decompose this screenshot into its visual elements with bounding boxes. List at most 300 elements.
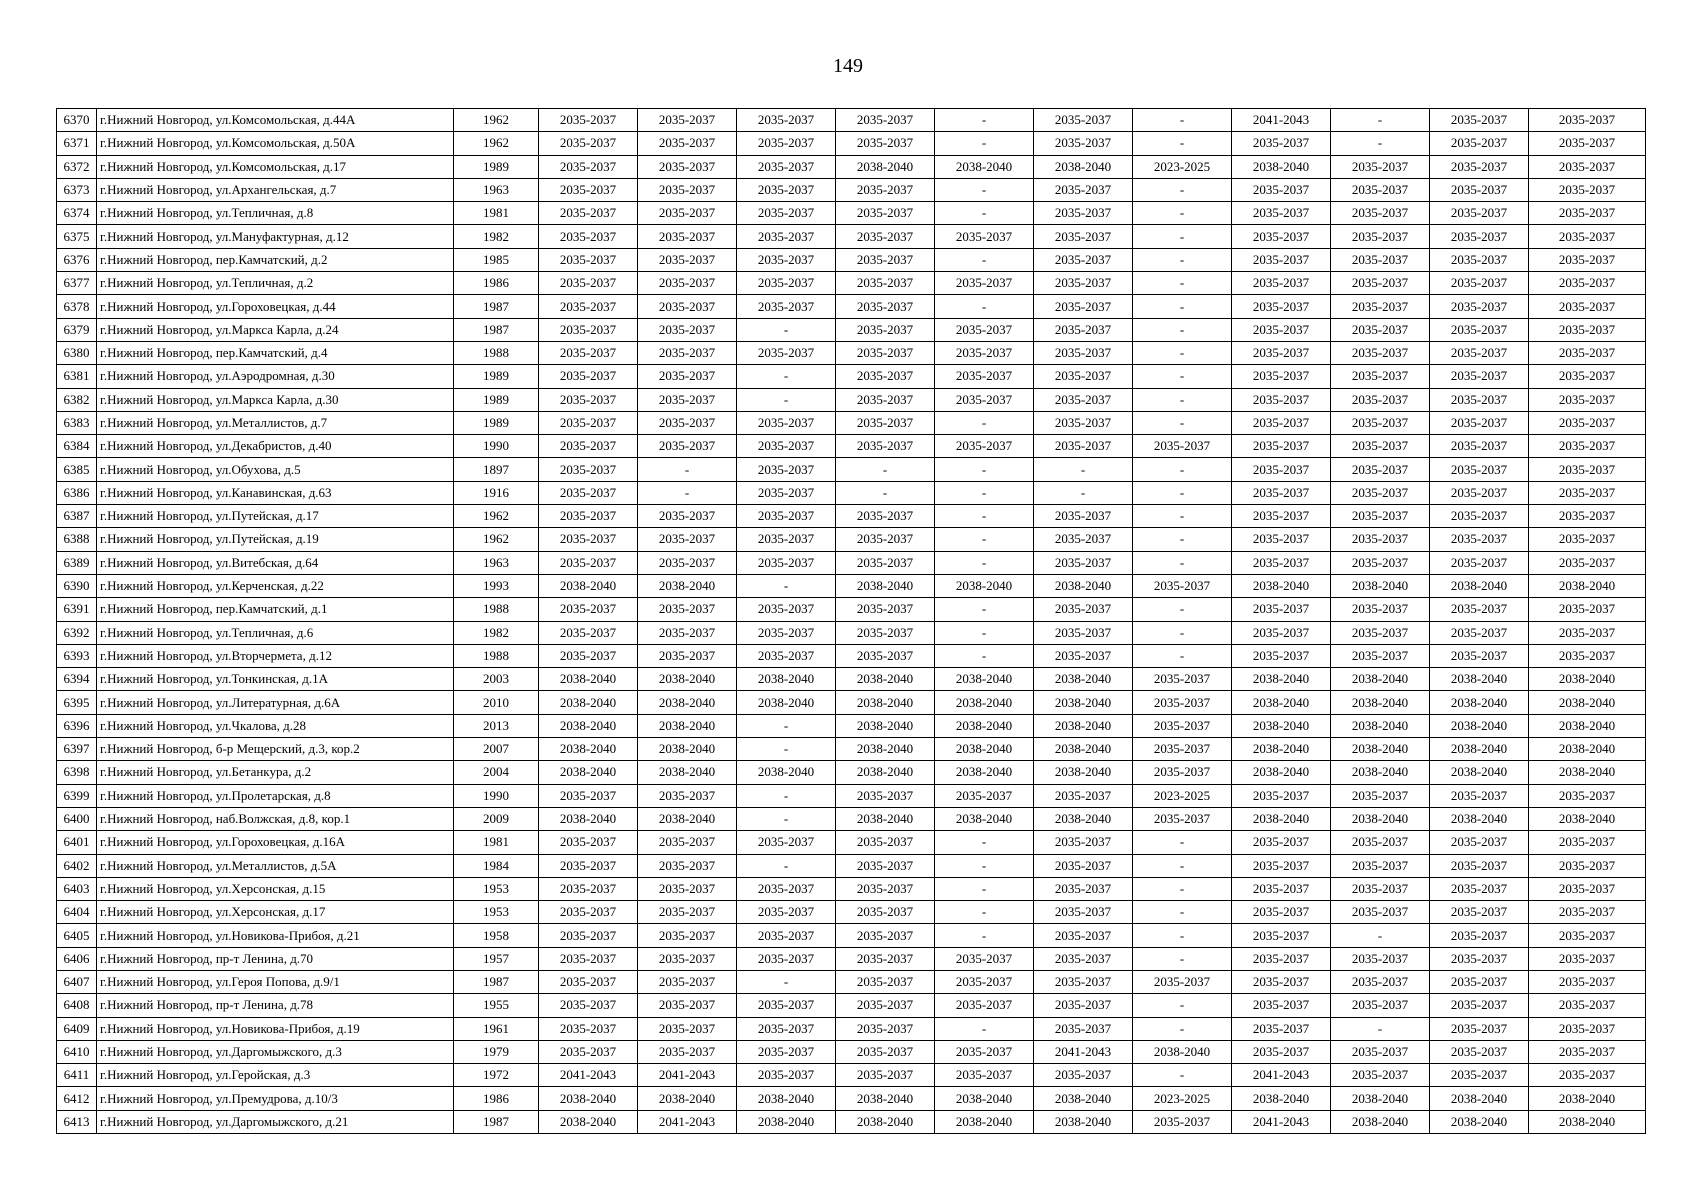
work-period-5-cell: - <box>935 1017 1034 1040</box>
address-cell: г.Нижний Новгород, б-р Мещерский, д.3, кор.2 <box>97 738 454 761</box>
work-period-10-cell: 2035-2037 <box>1430 924 1529 947</box>
row-number-cell: 6396 <box>57 714 97 737</box>
table-row <box>57 178 1646 201</box>
work-period-11-cell: 2035-2037 <box>1529 528 1646 551</box>
build-year-cell: 1972 <box>454 1064 539 1087</box>
work-period-10-cell: 2035-2037 <box>1430 411 1529 434</box>
work-period-10-cell: 2035-2037 <box>1430 365 1529 388</box>
work-period-3-cell: - <box>737 807 836 830</box>
work-period-4-cell: 2038-2040 <box>836 155 935 178</box>
work-period-8-cell: 2035-2037 <box>1232 924 1331 947</box>
build-year-cell: 1962 <box>454 109 539 132</box>
work-period-3-cell: 2035-2037 <box>737 1040 836 1063</box>
work-period-4-cell: 2035-2037 <box>836 341 935 364</box>
work-period-5-cell: 2035-2037 <box>935 1064 1034 1087</box>
work-period-8-cell: 2035-2037 <box>1232 435 1331 458</box>
work-period-1-cell: 2035-2037 <box>539 458 638 481</box>
work-period-8-cell: 2035-2037 <box>1232 528 1331 551</box>
work-period-10-cell: 2035-2037 <box>1430 901 1529 924</box>
row-number-cell: 6376 <box>57 248 97 271</box>
row-number-cell: 6405 <box>57 924 97 947</box>
work-period-7-cell: - <box>1133 528 1232 551</box>
row-number-cell: 6388 <box>57 528 97 551</box>
work-period-11-cell: 2035-2037 <box>1529 854 1646 877</box>
work-period-9-cell: 2035-2037 <box>1331 225 1430 248</box>
table-row <box>57 1017 1646 1040</box>
work-period-1-cell: 2035-2037 <box>539 970 638 993</box>
work-period-11-cell: 2038-2040 <box>1529 691 1646 714</box>
build-year-cell: 1962 <box>454 132 539 155</box>
address-cell: г.Нижний Новгород, ул.Обухова, д.5 <box>97 458 454 481</box>
address-cell: г.Нижний Новгород, пер.Камчатский, д.4 <box>97 341 454 364</box>
work-period-8-cell: 2038-2040 <box>1232 738 1331 761</box>
row-number-cell: 6373 <box>57 178 97 201</box>
work-period-8-cell: 2035-2037 <box>1232 947 1331 970</box>
address-cell: г.Нижний Новгород, ул.Даргомыжского, д.21 <box>97 1110 454 1133</box>
table-row <box>57 784 1646 807</box>
build-year-cell: 1897 <box>454 458 539 481</box>
table-row <box>57 970 1646 993</box>
work-period-6-cell: 2035-2037 <box>1034 1017 1133 1040</box>
table-row <box>57 1110 1646 1133</box>
work-period-10-cell: 2035-2037 <box>1430 225 1529 248</box>
work-period-6-cell: 2035-2037 <box>1034 341 1133 364</box>
work-period-4-cell: 2035-2037 <box>836 621 935 644</box>
address-cell: г.Нижний Новгород, ул.Архангельская, д.7 <box>97 178 454 201</box>
work-period-8-cell: 2035-2037 <box>1232 784 1331 807</box>
work-period-4-cell: 2035-2037 <box>836 505 935 528</box>
work-period-4-cell: 2035-2037 <box>836 178 935 201</box>
work-period-2-cell: 2035-2037 <box>638 225 737 248</box>
work-period-10-cell: 2035-2037 <box>1430 178 1529 201</box>
build-year-cell: 1989 <box>454 365 539 388</box>
address-cell: г.Нижний Новгород, ул.Витебская, д.64 <box>97 551 454 574</box>
work-period-10-cell: 2038-2040 <box>1430 738 1529 761</box>
work-period-7-cell: - <box>1133 994 1232 1017</box>
work-period-3-cell: 2038-2040 <box>737 691 836 714</box>
work-period-9-cell: 2035-2037 <box>1331 528 1430 551</box>
work-period-8-cell: 2035-2037 <box>1232 178 1331 201</box>
housing-schedule-table <box>56 108 1646 1134</box>
work-period-4-cell: 2035-2037 <box>836 132 935 155</box>
work-period-6-cell: 2035-2037 <box>1034 109 1133 132</box>
address-cell: г.Нижний Новгород, ул.Даргомыжского, д.3 <box>97 1040 454 1063</box>
work-period-5-cell: 2035-2037 <box>935 970 1034 993</box>
work-period-9-cell: 2035-2037 <box>1331 994 1430 1017</box>
work-period-1-cell: 2035-2037 <box>539 155 638 178</box>
work-period-10-cell: 2035-2037 <box>1430 831 1529 854</box>
row-number-cell: 6409 <box>57 1017 97 1040</box>
build-year-cell: 1979 <box>454 1040 539 1063</box>
table-row <box>57 761 1646 784</box>
work-period-5-cell: - <box>935 178 1034 201</box>
work-period-7-cell: 2035-2037 <box>1133 761 1232 784</box>
work-period-2-cell: 2038-2040 <box>638 668 737 691</box>
build-year-cell: 1988 <box>454 341 539 364</box>
work-period-11-cell: 2035-2037 <box>1529 388 1646 411</box>
work-period-9-cell: 2038-2040 <box>1331 691 1430 714</box>
work-period-3-cell: 2035-2037 <box>737 947 836 970</box>
work-period-11-cell: 2038-2040 <box>1529 807 1646 830</box>
work-period-7-cell: - <box>1133 947 1232 970</box>
work-period-1-cell: 2035-2037 <box>539 481 638 504</box>
work-period-1-cell: 2035-2037 <box>539 132 638 155</box>
work-period-11-cell: 2035-2037 <box>1529 435 1646 458</box>
work-period-11-cell: 2035-2037 <box>1529 1040 1646 1063</box>
work-period-4-cell: 2035-2037 <box>836 970 935 993</box>
build-year-cell: 2010 <box>454 691 539 714</box>
work-period-9-cell: 2038-2040 <box>1331 714 1430 737</box>
work-period-9-cell: 2035-2037 <box>1331 877 1430 900</box>
work-period-8-cell: 2035-2037 <box>1232 505 1331 528</box>
build-year-cell: 1957 <box>454 947 539 970</box>
work-period-2-cell: 2035-2037 <box>638 947 737 970</box>
work-period-6-cell: 2035-2037 <box>1034 411 1133 434</box>
work-period-6-cell: 2035-2037 <box>1034 551 1133 574</box>
work-period-5-cell: 2035-2037 <box>935 1040 1034 1063</box>
work-period-2-cell: 2035-2037 <box>638 854 737 877</box>
work-period-5-cell: - <box>935 551 1034 574</box>
work-period-2-cell: 2038-2040 <box>638 738 737 761</box>
work-period-7-cell: - <box>1133 202 1232 225</box>
work-period-3-cell: 2035-2037 <box>737 505 836 528</box>
build-year-cell: 1989 <box>454 155 539 178</box>
work-period-10-cell: 2035-2037 <box>1430 318 1529 341</box>
work-period-2-cell: 2035-2037 <box>638 155 737 178</box>
work-period-6-cell: 2038-2040 <box>1034 761 1133 784</box>
address-cell: г.Нижний Новгород, ул.Путейская, д.17 <box>97 505 454 528</box>
table-row <box>57 458 1646 481</box>
address-cell: г.Нижний Новгород, ул.Мануфактурная, д.12 <box>97 225 454 248</box>
work-period-7-cell: - <box>1133 505 1232 528</box>
work-period-2-cell: 2041-2043 <box>638 1110 737 1133</box>
work-period-1-cell: 2035-2037 <box>539 178 638 201</box>
work-period-4-cell: 2035-2037 <box>836 901 935 924</box>
work-period-5-cell: - <box>935 831 1034 854</box>
build-year-cell: 1962 <box>454 505 539 528</box>
work-period-7-cell: - <box>1133 877 1232 900</box>
work-period-7-cell: - <box>1133 854 1232 877</box>
work-period-11-cell: 2035-2037 <box>1529 784 1646 807</box>
work-period-7-cell: - <box>1133 248 1232 271</box>
work-period-11-cell: 2035-2037 <box>1529 318 1646 341</box>
work-period-7-cell: - <box>1133 901 1232 924</box>
work-period-9-cell: 2038-2040 <box>1331 807 1430 830</box>
row-number-cell: 6397 <box>57 738 97 761</box>
row-number-cell: 6386 <box>57 481 97 504</box>
row-number-cell: 6393 <box>57 644 97 667</box>
work-period-5-cell: - <box>935 295 1034 318</box>
work-period-11-cell: 2035-2037 <box>1529 970 1646 993</box>
work-period-2-cell: 2038-2040 <box>638 714 737 737</box>
work-period-4-cell: 2035-2037 <box>836 435 935 458</box>
row-number-cell: 6404 <box>57 901 97 924</box>
work-period-9-cell: 2035-2037 <box>1331 435 1430 458</box>
work-period-8-cell: 2038-2040 <box>1232 668 1331 691</box>
work-period-6-cell: 2038-2040 <box>1034 668 1133 691</box>
work-period-7-cell: 2035-2037 <box>1133 970 1232 993</box>
work-period-11-cell: 2035-2037 <box>1529 877 1646 900</box>
work-period-2-cell: 2041-2043 <box>638 1064 737 1087</box>
work-period-10-cell: 2035-2037 <box>1430 341 1529 364</box>
work-period-11-cell: 2035-2037 <box>1529 225 1646 248</box>
page-number: 149 <box>833 55 863 77</box>
address-cell: г.Нижний Новгород, ул.Новикова-Прибоя, д.19 <box>97 1017 454 1040</box>
work-period-1-cell: 2041-2043 <box>539 1064 638 1087</box>
work-period-1-cell: 2038-2040 <box>539 668 638 691</box>
address-cell: г.Нижний Новгород, ул.Металлистов, д.7 <box>97 411 454 434</box>
address-cell: г.Нижний Новгород, ул.Маркса Карла, д.30 <box>97 388 454 411</box>
work-period-7-cell: - <box>1133 132 1232 155</box>
work-period-3-cell: 2035-2037 <box>737 225 836 248</box>
work-period-8-cell: 2035-2037 <box>1232 388 1331 411</box>
build-year-cell: 2007 <box>454 738 539 761</box>
work-period-8-cell: 2041-2043 <box>1232 109 1331 132</box>
work-period-5-cell: - <box>935 901 1034 924</box>
row-number-cell: 6391 <box>57 598 97 621</box>
work-period-11-cell: 2035-2037 <box>1529 109 1646 132</box>
work-period-10-cell: 2035-2037 <box>1430 528 1529 551</box>
work-period-1-cell: 2035-2037 <box>539 994 638 1017</box>
work-period-5-cell: - <box>935 598 1034 621</box>
address-cell: г.Нижний Новгород, ул.Гороховецкая, д.44 <box>97 295 454 318</box>
work-period-8-cell: 2038-2040 <box>1232 807 1331 830</box>
work-period-6-cell: 2035-2037 <box>1034 784 1133 807</box>
row-number-cell: 6403 <box>57 877 97 900</box>
work-period-5-cell: 2035-2037 <box>935 388 1034 411</box>
work-period-7-cell: 2035-2037 <box>1133 435 1232 458</box>
work-period-5-cell: - <box>935 481 1034 504</box>
work-period-8-cell: 2038-2040 <box>1232 155 1331 178</box>
table-row <box>57 528 1646 551</box>
build-year-cell: 2003 <box>454 668 539 691</box>
work-period-5-cell: 2035-2037 <box>935 435 1034 458</box>
work-period-4-cell: 2035-2037 <box>836 295 935 318</box>
work-period-4-cell: 2035-2037 <box>836 598 935 621</box>
work-period-8-cell: 2035-2037 <box>1232 970 1331 993</box>
work-period-5-cell: 2035-2037 <box>935 272 1034 295</box>
work-period-10-cell: 2035-2037 <box>1430 295 1529 318</box>
work-period-2-cell: 2035-2037 <box>638 202 737 225</box>
work-period-8-cell: 2041-2043 <box>1232 1110 1331 1133</box>
work-period-3-cell: 2035-2037 <box>737 644 836 667</box>
work-period-10-cell: 2035-2037 <box>1430 621 1529 644</box>
work-period-7-cell: 2035-2037 <box>1133 807 1232 830</box>
work-period-4-cell: 2035-2037 <box>836 225 935 248</box>
work-period-4-cell: 2035-2037 <box>836 947 935 970</box>
work-period-5-cell: - <box>935 505 1034 528</box>
address-cell: г.Нижний Новгород, ул.Героя Попова, д.9/1 <box>97 970 454 993</box>
table-row <box>57 295 1646 318</box>
work-period-10-cell: 2035-2037 <box>1430 854 1529 877</box>
work-period-1-cell: 2035-2037 <box>539 505 638 528</box>
work-period-10-cell: 2035-2037 <box>1430 1064 1529 1087</box>
work-period-2-cell: - <box>638 481 737 504</box>
address-cell: г.Нижний Новгород, ул.Геройская, д.3 <box>97 1064 454 1087</box>
build-year-cell: 1961 <box>454 1017 539 1040</box>
work-period-5-cell: - <box>935 458 1034 481</box>
work-period-4-cell: - <box>836 481 935 504</box>
address-cell: г.Нижний Новгород, ул.Декабристов, д.40 <box>97 435 454 458</box>
work-period-1-cell: 2038-2040 <box>539 807 638 830</box>
build-year-cell: 1916 <box>454 481 539 504</box>
work-period-1-cell: 2035-2037 <box>539 831 638 854</box>
work-period-8-cell: 2035-2037 <box>1232 248 1331 271</box>
work-period-7-cell: - <box>1133 1017 1232 1040</box>
work-period-2-cell: 2035-2037 <box>638 365 737 388</box>
work-period-2-cell: 2038-2040 <box>638 807 737 830</box>
work-period-11-cell: 2035-2037 <box>1529 947 1646 970</box>
work-period-11-cell: 2035-2037 <box>1529 621 1646 644</box>
row-number-cell: 6394 <box>57 668 97 691</box>
work-period-10-cell: 2035-2037 <box>1430 644 1529 667</box>
table-row <box>57 1064 1646 1087</box>
work-period-1-cell: 2035-2037 <box>539 644 638 667</box>
work-period-9-cell: 2035-2037 <box>1331 481 1430 504</box>
work-period-3-cell: 2035-2037 <box>737 295 836 318</box>
work-period-7-cell: - <box>1133 411 1232 434</box>
work-period-1-cell: 2035-2037 <box>539 411 638 434</box>
address-cell: г.Нижний Новгород, ул.Пролетарская, д.8 <box>97 784 454 807</box>
work-period-5-cell: 2038-2040 <box>935 668 1034 691</box>
work-period-4-cell: 2035-2037 <box>836 924 935 947</box>
address-cell: г.Нижний Новгород, пр-т Ленина, д.70 <box>97 947 454 970</box>
row-number-cell: 6374 <box>57 202 97 225</box>
work-period-4-cell: 2035-2037 <box>836 994 935 1017</box>
work-period-4-cell: 2038-2040 <box>836 807 935 830</box>
build-year-cell: 1987 <box>454 295 539 318</box>
build-year-cell: 1958 <box>454 924 539 947</box>
work-period-10-cell: 2035-2037 <box>1430 248 1529 271</box>
work-period-1-cell: 2035-2037 <box>539 365 638 388</box>
work-period-4-cell: 2035-2037 <box>836 272 935 295</box>
work-period-6-cell: 2041-2043 <box>1034 1040 1133 1063</box>
work-period-3-cell: - <box>737 784 836 807</box>
work-period-2-cell: 2035-2037 <box>638 1017 737 1040</box>
work-period-3-cell: - <box>737 738 836 761</box>
work-period-1-cell: 2035-2037 <box>539 248 638 271</box>
work-period-7-cell: 2023-2025 <box>1133 155 1232 178</box>
work-period-10-cell: 2035-2037 <box>1430 784 1529 807</box>
address-cell: г.Нижний Новгород, ул.Комсомольская, д.17 <box>97 155 454 178</box>
work-period-8-cell: 2035-2037 <box>1232 318 1331 341</box>
work-period-10-cell: 2035-2037 <box>1430 1017 1529 1040</box>
work-period-10-cell: 2038-2040 <box>1430 1087 1529 1110</box>
work-period-9-cell: 2035-2037 <box>1331 272 1430 295</box>
work-period-8-cell: 2035-2037 <box>1232 994 1331 1017</box>
work-period-1-cell: 2035-2037 <box>539 295 638 318</box>
row-number-cell: 6406 <box>57 947 97 970</box>
work-period-3-cell: 2035-2037 <box>737 458 836 481</box>
work-period-3-cell: 2035-2037 <box>737 272 836 295</box>
work-period-5-cell: 2035-2037 <box>935 784 1034 807</box>
row-number-cell: 6387 <box>57 505 97 528</box>
work-period-9-cell: 2035-2037 <box>1331 621 1430 644</box>
work-period-8-cell: 2035-2037 <box>1232 458 1331 481</box>
work-period-11-cell: 2035-2037 <box>1529 155 1646 178</box>
work-period-5-cell: - <box>935 411 1034 434</box>
work-period-1-cell: 2035-2037 <box>539 1040 638 1063</box>
work-period-9-cell: 2035-2037 <box>1331 854 1430 877</box>
work-period-3-cell: 2038-2040 <box>737 761 836 784</box>
work-period-11-cell: 2038-2040 <box>1529 574 1646 597</box>
work-period-1-cell: 2035-2037 <box>539 202 638 225</box>
work-period-10-cell: 2035-2037 <box>1430 505 1529 528</box>
work-period-3-cell: 2038-2040 <box>737 1110 836 1133</box>
work-period-2-cell: 2035-2037 <box>638 435 737 458</box>
row-number-cell: 6375 <box>57 225 97 248</box>
row-number-cell: 6379 <box>57 318 97 341</box>
work-period-7-cell: 2038-2040 <box>1133 1040 1232 1063</box>
work-period-11-cell: 2038-2040 <box>1529 738 1646 761</box>
work-period-7-cell: - <box>1133 551 1232 574</box>
work-period-11-cell: 2035-2037 <box>1529 202 1646 225</box>
address-cell: г.Нижний Новгород, ул.Новикова-Прибоя, д.21 <box>97 924 454 947</box>
work-period-2-cell: 2038-2040 <box>638 691 737 714</box>
work-period-10-cell: 2035-2037 <box>1430 458 1529 481</box>
build-year-cell: 1984 <box>454 854 539 877</box>
work-period-10-cell: 2035-2037 <box>1430 481 1529 504</box>
work-period-7-cell: 2035-2037 <box>1133 668 1232 691</box>
work-period-10-cell: 2035-2037 <box>1430 132 1529 155</box>
table-row <box>57 1087 1646 1110</box>
work-period-1-cell: 2035-2037 <box>539 924 638 947</box>
work-period-11-cell: 2035-2037 <box>1529 644 1646 667</box>
work-period-9-cell: 2035-2037 <box>1331 365 1430 388</box>
work-period-3-cell: - <box>737 365 836 388</box>
work-period-9-cell: 2038-2040 <box>1331 668 1430 691</box>
work-period-3-cell: 2035-2037 <box>737 598 836 621</box>
work-period-7-cell: 2035-2037 <box>1133 738 1232 761</box>
work-period-1-cell: 2038-2040 <box>539 738 638 761</box>
table-body <box>57 109 1646 1134</box>
work-period-6-cell: 2035-2037 <box>1034 435 1133 458</box>
work-period-8-cell: 2035-2037 <box>1232 411 1331 434</box>
work-period-5-cell: 2038-2040 <box>935 1087 1034 1110</box>
work-period-10-cell: 2035-2037 <box>1430 435 1529 458</box>
row-number-cell: 6399 <box>57 784 97 807</box>
work-period-9-cell: - <box>1331 132 1430 155</box>
row-number-cell: 6412 <box>57 1087 97 1110</box>
work-period-2-cell: 2035-2037 <box>638 831 737 854</box>
work-period-3-cell: 2035-2037 <box>737 411 836 434</box>
work-period-5-cell: - <box>935 248 1034 271</box>
address-cell: г.Нижний Новгород, ул.Тепличная, д.8 <box>97 202 454 225</box>
work-period-6-cell: 2035-2037 <box>1034 132 1133 155</box>
work-period-7-cell: - <box>1133 621 1232 644</box>
work-period-4-cell: 2035-2037 <box>836 528 935 551</box>
address-cell: г.Нижний Новгород, ул.Маркса Карла, д.24 <box>97 318 454 341</box>
work-period-6-cell: - <box>1034 458 1133 481</box>
work-period-5-cell: - <box>935 854 1034 877</box>
work-period-3-cell: 2038-2040 <box>737 1087 836 1110</box>
work-period-2-cell: 2035-2037 <box>638 272 737 295</box>
build-year-cell: 1962 <box>454 528 539 551</box>
table-row <box>57 877 1646 900</box>
table-row <box>57 738 1646 761</box>
row-number-cell: 6381 <box>57 365 97 388</box>
work-period-4-cell: 2038-2040 <box>836 691 935 714</box>
work-period-5-cell: - <box>935 644 1034 667</box>
row-number-cell: 6378 <box>57 295 97 318</box>
table-row <box>57 1040 1646 1063</box>
row-number-cell: 6370 <box>57 109 97 132</box>
work-period-10-cell: 2035-2037 <box>1430 970 1529 993</box>
table-row <box>57 318 1646 341</box>
work-period-8-cell: 2035-2037 <box>1232 1040 1331 1063</box>
work-period-1-cell: 2035-2037 <box>539 109 638 132</box>
work-period-2-cell: - <box>638 458 737 481</box>
